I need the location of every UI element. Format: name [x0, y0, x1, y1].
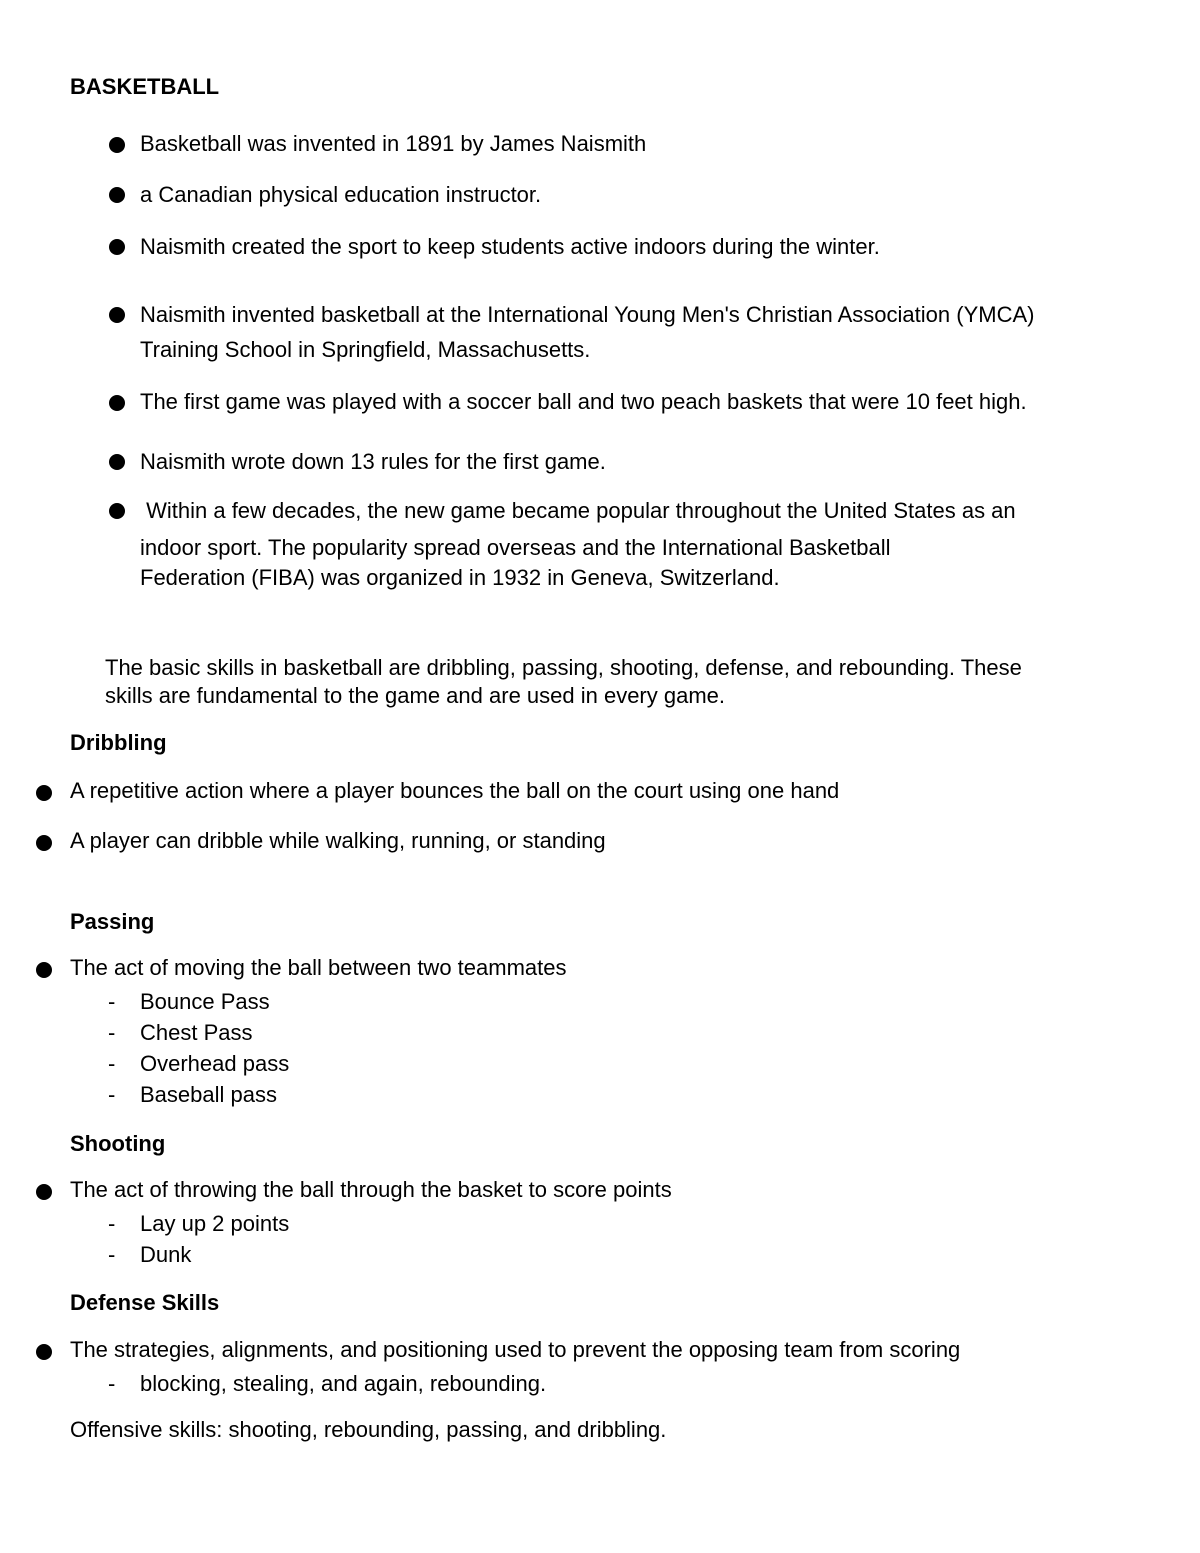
bullet-icon	[109, 187, 125, 203]
bullet-icon	[36, 962, 52, 978]
bullet-icon	[36, 785, 52, 801]
dash-marker: -	[108, 1371, 116, 1396]
dash-marker: -	[108, 1051, 116, 1076]
history-item-4-line-2: Training School in Springfield, Massachusetts.	[140, 337, 591, 362]
dribbling-item-1: A repetitive action where a player bounces the ball on the court using one hand	[70, 778, 840, 803]
shooting-heading: Shooting	[70, 1131, 166, 1156]
defense-heading: Defense Skills	[70, 1290, 220, 1315]
intro-line-1: The basic skills in basketball are dribbling, passing, shooting, defense, and rebounding. These	[105, 655, 1022, 680]
passing-sub-4: Baseball pass	[140, 1082, 277, 1107]
dribbling-heading: Dribbling	[70, 730, 167, 755]
bullet-icon	[36, 1184, 52, 1200]
bullet-icon	[36, 1344, 52, 1360]
shooting-sub-2: Dunk	[140, 1242, 192, 1267]
shooting-sub-1: Lay up 2 points	[140, 1211, 290, 1236]
passing-item: The act of moving the ball between two teammates	[70, 955, 567, 980]
history-item-6: Naismith wrote down 13 rules for the first game.	[140, 449, 606, 474]
bullet-icon	[109, 239, 125, 255]
bullet-icon	[109, 307, 125, 323]
passing-sub-2: Chest Pass	[140, 1020, 253, 1045]
history-item-1: Basketball was invented in 1891 by James Naismith	[140, 131, 647, 156]
dash-marker: -	[108, 1020, 116, 1045]
defense-item: The strategies, alignments, and positioning used to prevent the opposing team from scoring	[70, 1337, 961, 1362]
passing-sub-3: Overhead pass	[140, 1051, 290, 1076]
bullet-icon	[36, 835, 52, 851]
passing-sub-1: Bounce Pass	[140, 989, 270, 1014]
bullet-icon	[109, 137, 125, 153]
dash-marker: -	[108, 1082, 116, 1107]
page-title: BASKETBALL	[70, 74, 220, 99]
intro-line-2: skills are fundamental to the game and are used in every game.	[105, 683, 726, 708]
dash-marker: -	[108, 989, 116, 1014]
history-item-7-line-1: Within a few decades, the new game became popular throughout the United States as an	[140, 498, 1016, 523]
history-item-4-line-1: Naismith invented basketball at the International Young Men's Christian Association (YMCA)	[140, 302, 1035, 327]
history-item-2: a Canadian physical education instructor.	[140, 182, 542, 207]
history-item-7-line-2: indoor sport. The popularity spread overseas and the International Basketball	[140, 535, 891, 560]
dash-marker: -	[108, 1211, 116, 1236]
defense-sub-1: blocking, stealing, and again, rebounding.	[140, 1371, 547, 1396]
dash-marker: -	[108, 1242, 116, 1267]
offense-line: Offensive skills: shooting, rebounding, passing, and dribbling.	[70, 1417, 667, 1442]
history-item-7-line-3: Federation (FIBA) was organized in 1932 in Geneva, Switzerland.	[140, 565, 780, 590]
bullet-icon	[109, 454, 125, 470]
shooting-item: The act of throwing the ball through the basket to score points	[70, 1177, 672, 1202]
bullet-icon	[109, 503, 125, 519]
bullet-icon	[109, 395, 125, 411]
history-item-5: The first game was played with a soccer ball and two peach baskets that were 10 feet high.	[140, 389, 1027, 414]
history-item-3: Naismith created the sport to keep students active indoors during the winter.	[140, 234, 880, 259]
passing-heading: Passing	[70, 909, 155, 934]
dribbling-item-2: A player can dribble while walking, running, or standing	[70, 828, 606, 853]
